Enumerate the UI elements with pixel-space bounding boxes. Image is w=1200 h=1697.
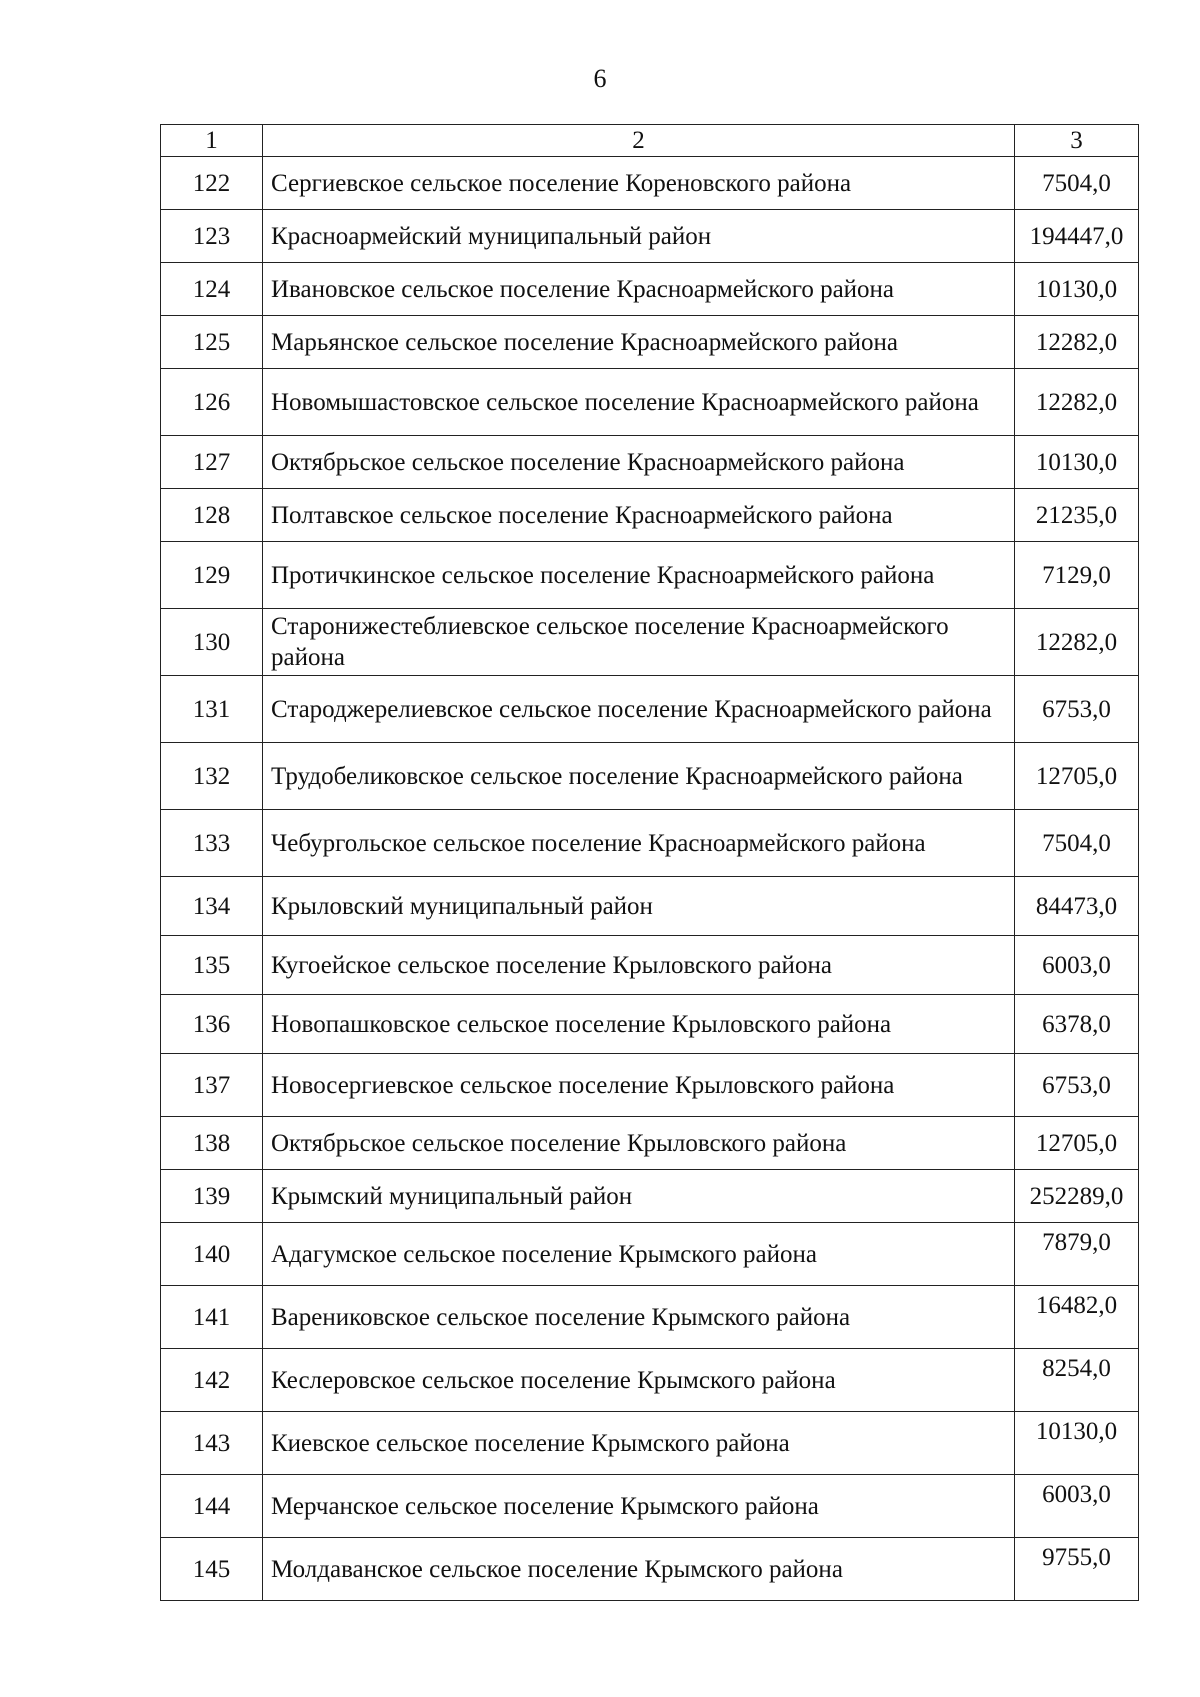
row-name: Варениковское сельское поселение Крымского района — [263, 1286, 1015, 1349]
row-name: Октябрьское сельское поселение Красноармейского района — [263, 436, 1015, 489]
row-value: 6753,0 — [1015, 676, 1139, 743]
row-number: 135 — [161, 936, 263, 995]
row-number: 143 — [161, 1412, 263, 1475]
row-number: 141 — [161, 1286, 263, 1349]
table-row — [161, 436, 1139, 489]
table-row — [161, 1538, 1139, 1601]
row-number: 128 — [161, 489, 263, 542]
row-name: Новомышастовское сельское поселение Красноармейского района — [263, 369, 1015, 436]
row-value: 9755,0 — [1015, 1538, 1139, 1601]
table-row — [161, 743, 1139, 810]
row-value: 12705,0 — [1015, 1117, 1139, 1170]
row-name: Адагумское сельское поселение Крымского района — [263, 1223, 1015, 1286]
table-header-row — [161, 125, 1139, 157]
table-row — [161, 1054, 1139, 1117]
table-row — [161, 676, 1139, 743]
table-row — [161, 1117, 1139, 1170]
row-name: Марьянское сельское поселение Красноармейского района — [263, 316, 1015, 369]
table-row — [161, 936, 1139, 995]
row-number: 131 — [161, 676, 263, 743]
row-value: 12282,0 — [1015, 609, 1139, 676]
row-number: 144 — [161, 1475, 263, 1538]
row-number: 136 — [161, 995, 263, 1054]
row-value: 10130,0 — [1015, 263, 1139, 316]
row-number: 133 — [161, 810, 263, 877]
row-number: 134 — [161, 877, 263, 936]
row-name: Староджерелиевское сельское поселение Красноармейского района — [263, 676, 1015, 743]
row-name: Кугоейское сельское поселение Крыловского района — [263, 936, 1015, 995]
row-name: Киевское сельское поселение Крымского района — [263, 1412, 1015, 1475]
row-value: 194447,0 — [1015, 210, 1139, 263]
table-row — [161, 1170, 1139, 1223]
column-header-3: 3 — [1015, 125, 1139, 157]
row-number: 138 — [161, 1117, 263, 1170]
row-number: 127 — [161, 436, 263, 489]
row-name: Крымский муниципальный район — [263, 1170, 1015, 1223]
table-row — [161, 369, 1139, 436]
row-value: 6753,0 — [1015, 1054, 1139, 1117]
column-header-1: 1 — [161, 125, 263, 157]
row-value: 7504,0 — [1015, 157, 1139, 210]
table-row — [161, 1286, 1139, 1349]
row-name: Трудобеликовское сельское поселение Красноармейского района — [263, 743, 1015, 810]
row-value: 6003,0 — [1015, 936, 1139, 995]
row-value: 10130,0 — [1015, 436, 1139, 489]
row-value: 6378,0 — [1015, 995, 1139, 1054]
row-value: 10130,0 — [1015, 1412, 1139, 1475]
row-number: 142 — [161, 1349, 263, 1412]
row-value: 21235,0 — [1015, 489, 1139, 542]
row-number: 132 — [161, 743, 263, 810]
row-value: 8254,0 — [1015, 1349, 1139, 1412]
row-value: 252289,0 — [1015, 1170, 1139, 1223]
row-value: 12282,0 — [1015, 369, 1139, 436]
row-value: 16482,0 — [1015, 1286, 1139, 1349]
budget-table — [160, 124, 1139, 1601]
table-row — [161, 210, 1139, 263]
row-number: 145 — [161, 1538, 263, 1601]
table-row — [161, 995, 1139, 1054]
row-name: Чебургольское сельское поселение Красноармейского района — [263, 810, 1015, 877]
page-number: 6 — [593, 64, 607, 93]
row-name: Октябрьское сельское поселение Крыловского района — [263, 1117, 1015, 1170]
row-name: Протичкинское сельское поселение Красноармейского района — [263, 542, 1015, 609]
table-row — [161, 609, 1139, 676]
row-name: Красноармейский муниципальный район — [263, 210, 1015, 263]
row-number: 129 — [161, 542, 263, 609]
table-row — [161, 542, 1139, 609]
row-number: 123 — [161, 210, 263, 263]
row-number: 130 — [161, 609, 263, 676]
row-name: Молдаванское сельское поселение Крымского района — [263, 1538, 1015, 1601]
row-number: 126 — [161, 369, 263, 436]
row-number: 140 — [161, 1223, 263, 1286]
row-value: 12282,0 — [1015, 316, 1139, 369]
row-name: Крыловский муниципальный район — [263, 877, 1015, 936]
row-name: Новосергиевское сельское поселение Крыловского района — [263, 1054, 1015, 1117]
table-row — [161, 1475, 1139, 1538]
row-value: 6003,0 — [1015, 1475, 1139, 1538]
row-name: Ивановское сельское поселение Красноармейского района — [263, 263, 1015, 316]
row-name: Сергиевское сельское поселение Кореновского района — [263, 157, 1015, 210]
row-name: Мерчанское сельское поселение Крымского района — [263, 1475, 1015, 1538]
row-number: 139 — [161, 1170, 263, 1223]
table-row — [161, 489, 1139, 542]
table-row — [161, 1412, 1139, 1475]
row-value: 12705,0 — [1015, 743, 1139, 810]
table-row — [161, 1223, 1139, 1286]
table-row — [161, 1349, 1139, 1412]
row-value: 7129,0 — [1015, 542, 1139, 609]
row-value: 84473,0 — [1015, 877, 1139, 936]
row-number: 122 — [161, 157, 263, 210]
row-number: 137 — [161, 1054, 263, 1117]
table-row — [161, 877, 1139, 936]
row-name: Кеслеровское сельское поселение Крымского района — [263, 1349, 1015, 1412]
table-row — [161, 810, 1139, 877]
table-row — [161, 263, 1139, 316]
table-row — [161, 157, 1139, 210]
row-number: 124 — [161, 263, 263, 316]
column-header-2: 2 — [263, 125, 1015, 157]
row-name: Старонижестеблиевское сельское поселение Красноармейского района — [263, 609, 1015, 676]
row-value: 7879,0 — [1015, 1223, 1139, 1286]
row-name: Полтавское сельское поселение Красноармейского района — [263, 489, 1015, 542]
table-row — [161, 316, 1139, 369]
row-number: 125 — [161, 316, 263, 369]
row-name: Новопашковское сельское поселение Крыловского района — [263, 995, 1015, 1054]
row-value: 7504,0 — [1015, 810, 1139, 877]
